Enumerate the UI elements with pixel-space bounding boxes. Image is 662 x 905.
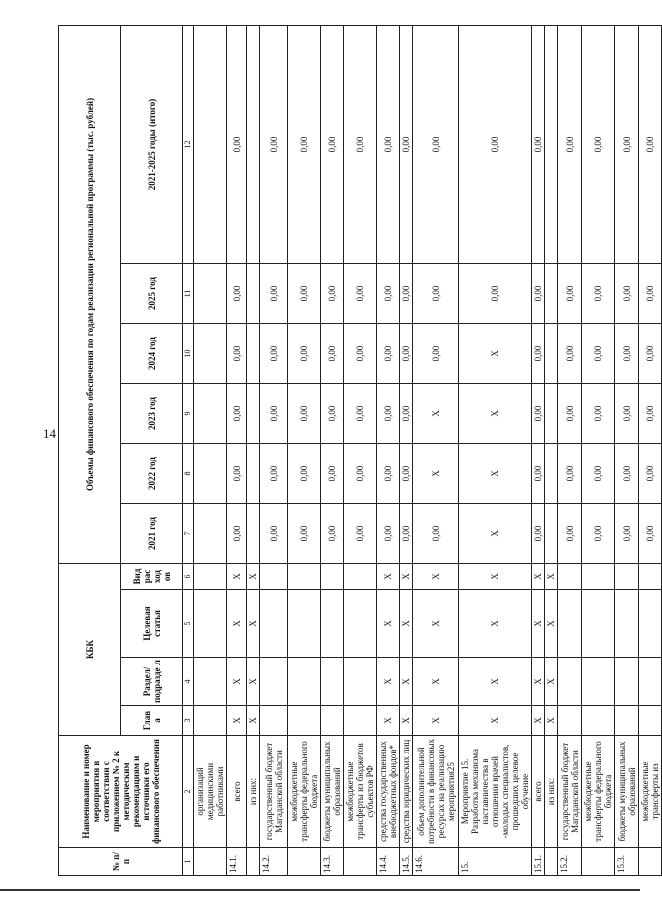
table-cell-y2021: 0,00 (558, 503, 582, 563)
table-cell-y2024: 0,00 (321, 323, 344, 383)
table-cell-razdel: X (400, 658, 413, 706)
table-cell-y2021: 0,00 (615, 503, 639, 563)
table-cell-glava (321, 706, 344, 736)
table-cell-name: межбюджетные трансферты из (639, 736, 662, 848)
table-cell-y2022: 0,00 (558, 443, 582, 503)
table-cell-target (194, 590, 227, 658)
table-cell-y2023: 0,00 (344, 383, 377, 443)
table-cell-y2022: 0,00 (321, 443, 344, 503)
table-cell-vid (639, 563, 662, 589)
table-cell-name: средства государственных внебюджетных фондов* (377, 736, 400, 848)
table-cell-glava (288, 706, 321, 736)
table-cell-vid (582, 563, 615, 589)
table-cell-name: из них: (247, 736, 260, 848)
table-cell-y2025: 0,00 (615, 263, 639, 323)
table-row (247, 25, 260, 875)
table-cell-glava (260, 706, 288, 736)
table-cell-target: X (459, 590, 532, 658)
table-cell-y2025 (194, 263, 227, 323)
table-cell-y2021 (194, 503, 227, 563)
table-cell-razdel: X (545, 658, 558, 706)
table-cell-y2025: 0,00 (227, 263, 247, 323)
table-cell-num: 15.3. (615, 848, 639, 876)
col-header-num: № п/п (59, 848, 183, 876)
table-cell-y2023 (194, 383, 227, 443)
table-cell-razdel (344, 658, 377, 706)
table-row (545, 25, 558, 875)
table-row (321, 25, 344, 875)
table-cell-target (558, 590, 582, 658)
table-cell-num: 14.2. (260, 848, 288, 876)
col-number: 9 (183, 383, 194, 443)
table-cell-name: всего (532, 736, 545, 848)
table-cell-y2021: 0,00 (413, 503, 459, 563)
table-cell-razdel (558, 658, 582, 706)
table-cell-name: Мероприятие 15. Разработка механизма наставничества в отношении врачей -молодых специалистов, прошедших целевое обучение (459, 736, 532, 848)
table-cell-vid: X (227, 563, 247, 589)
table-cell-y2024: 0,00 (582, 323, 615, 383)
table-cell-y2025: 0,00 (260, 263, 288, 323)
table-cell-vid: X (247, 563, 260, 589)
col-header-year: 2023 год (121, 383, 183, 443)
table-cell-y2023: 0,00 (227, 383, 247, 443)
table-row (194, 25, 227, 875)
table-cell-y2021: X (459, 503, 532, 563)
table-row (639, 25, 662, 875)
budget-table-rotated (58, 26, 660, 876)
table-cell-glava: X (377, 706, 400, 736)
table-cell-y2024: 0,00 (558, 323, 582, 383)
table-cell-y2024: 0,00 (227, 323, 247, 383)
table-cell-name: организаций медицинскими работниками (194, 736, 227, 848)
table-cell-y2022 (545, 443, 558, 503)
footer-rule (0, 889, 640, 891)
table-cell-razdel (321, 658, 344, 706)
table-cell-y2021: 0,00 (377, 503, 400, 563)
table-cell-y2021 (247, 503, 260, 563)
table-cell-glava (344, 706, 377, 736)
table-cell-y2023: 0,00 (532, 383, 545, 443)
table-cell-target: X (545, 590, 558, 658)
col-number: 8 (183, 443, 194, 503)
table-row (377, 25, 400, 875)
table-cell-y2021: 0,00 (639, 503, 662, 563)
table-cell-target: X (532, 590, 545, 658)
table-cell-glava: X (459, 706, 532, 736)
table-cell-y2025 (545, 263, 558, 323)
table-cell-y2024 (247, 323, 260, 383)
table-cell-total: 0,00 (288, 25, 321, 263)
table-cell-y2025: 0,00 (413, 263, 459, 323)
table-cell-total: 0,00 (400, 25, 413, 263)
table-cell-y2023: 0,00 (260, 383, 288, 443)
table-cell-y2022: 0,00 (377, 443, 400, 503)
col-header-year: 2025 год (121, 263, 183, 323)
table-cell-total: 0,00 (227, 25, 247, 263)
table-cell-vid: X (532, 563, 545, 589)
table-cell-y2024: 0,00 (639, 323, 662, 383)
table-cell-target (288, 590, 321, 658)
table-cell-razdel (194, 658, 227, 706)
col-header-funding: Объемы финансового обеспечения по годам реализации региональной программы (тыс. рублей) (59, 25, 121, 563)
table-cell-num (639, 848, 662, 876)
table-cell-target (260, 590, 288, 658)
table-cell-glava: X (247, 706, 260, 736)
table-cell-y2025: 0,00 (321, 263, 344, 323)
col-header-glava: Глав а (121, 706, 183, 736)
table-cell-y2023 (247, 383, 260, 443)
table-cell-razdel (639, 658, 662, 706)
table-cell-glava: X (545, 706, 558, 736)
table-cell-razdel: X (459, 658, 532, 706)
table-row (227, 25, 247, 875)
table-cell-y2022: 0,00 (615, 443, 639, 503)
table-cell-num: 14.4. (377, 848, 400, 876)
table-cell-y2023: 0,00 (639, 383, 662, 443)
table-cell-y2021: 0,00 (400, 503, 413, 563)
table-cell-vid (288, 563, 321, 589)
table-cell-num: 15. (459, 848, 532, 876)
table-cell-target (344, 590, 377, 658)
table-cell-total: 0,00 (321, 25, 344, 263)
table-cell-total: 0,00 (582, 25, 615, 263)
table-cell-y2022 (194, 443, 227, 503)
table-cell-total: 0,00 (344, 25, 377, 263)
table-cell-vid: X (459, 563, 532, 589)
table-cell-name: межбюджетные трансферты федерального бюджета (582, 736, 615, 848)
table-cell-vid: X (400, 563, 413, 589)
table-cell-y2024: 0,00 (377, 323, 400, 383)
table-cell-y2022: 0,00 (532, 443, 545, 503)
table-row (288, 25, 321, 875)
table-cell-glava: X (400, 706, 413, 736)
col-number: 12 (183, 25, 194, 263)
table-cell-y2025: 0,00 (288, 263, 321, 323)
table-cell-y2024 (545, 323, 558, 383)
table-cell-vid: X (413, 563, 459, 589)
table-cell-y2022: 0,00 (639, 443, 662, 503)
table-cell-num: 14.6. (413, 848, 459, 876)
table-cell-y2021: 0,00 (321, 503, 344, 563)
table-cell-y2021: 0,00 (532, 503, 545, 563)
col-header-vid: Вид рас ход ов (121, 563, 183, 589)
table-cell-y2024: 0,00 (260, 323, 288, 383)
table-cell-y2022: 0,00 (400, 443, 413, 503)
table-cell-y2022: 0,00 (260, 443, 288, 503)
table-cell-name: государственный бюджет Магаданской области (260, 736, 288, 848)
table-cell-target: X (247, 590, 260, 658)
table-cell-glava (615, 706, 639, 736)
table-row (459, 25, 532, 875)
col-header-total: 2021-2025 годы (итого) (121, 25, 183, 263)
table-cell-target (321, 590, 344, 658)
table-cell-name: из них: (545, 736, 558, 848)
table-cell-glava (558, 706, 582, 736)
table-cell-name: всего (227, 736, 247, 848)
table-cell-name: межбюджетные трансферты из бюджетов субъектов РФ (344, 736, 377, 848)
col-header-year: 2022 год (121, 443, 183, 503)
table-cell-num: 14.1. (227, 848, 247, 876)
col-header-year: 2021 год (121, 503, 183, 563)
table-cell-vid (194, 563, 227, 589)
table-cell-num: 14.5. (400, 848, 413, 876)
table-row (582, 25, 615, 875)
table-cell-total (545, 25, 558, 263)
table-row (400, 25, 413, 875)
table-cell-vid (321, 563, 344, 589)
table-cell-glava (639, 706, 662, 736)
col-number: 2 (183, 736, 194, 848)
table-cell-y2024: 0,00 (288, 323, 321, 383)
table-cell-y2021: 0,00 (344, 503, 377, 563)
col-number: 1 (183, 848, 194, 876)
table-cell-vid: X (545, 563, 558, 589)
table-cell-razdel: X (227, 658, 247, 706)
table-cell-num: 15.1. (532, 848, 545, 876)
table-cell-y2023: 0,00 (400, 383, 413, 443)
table-cell-vid (260, 563, 288, 589)
table-row (413, 25, 459, 875)
table-cell-glava (194, 706, 227, 736)
table-cell-y2023: 0,00 (321, 383, 344, 443)
table-cell-y2025: 0,00 (639, 263, 662, 323)
table-row (344, 25, 377, 875)
table-cell-y2025: 0,00 (377, 263, 400, 323)
table-cell-target (615, 590, 639, 658)
table-cell-total: 0,00 (260, 25, 288, 263)
table-cell-y2023 (545, 383, 558, 443)
col-number: 11 (183, 263, 194, 323)
col-number: 7 (183, 503, 194, 563)
col-number: 5 (183, 590, 194, 658)
table-cell-total: 0,00 (532, 25, 545, 263)
table-cell-target: X (413, 590, 459, 658)
table-cell-name: межбюджетные трансферты федерального бюджета (288, 736, 321, 848)
table-cell-y2021 (545, 503, 558, 563)
table-cell-total: 0,00 (413, 25, 459, 263)
table-cell-total: 0,00 (639, 25, 662, 263)
table-cell-target (639, 590, 662, 658)
table-cell-y2022: 0,00 (288, 443, 321, 503)
table-cell-total: 0,00 (558, 25, 582, 263)
table-cell-num (247, 848, 260, 876)
table-cell-y2022: 0,00 (227, 443, 247, 503)
table-cell-y2025: 0,00 (459, 263, 532, 323)
table-cell-y2025: 0,00 (532, 263, 545, 323)
table-cell-y2023: 0,00 (615, 383, 639, 443)
col-number: 3 (183, 706, 194, 736)
table-cell-y2023: X (413, 383, 459, 443)
table-cell-y2025 (247, 263, 260, 323)
table-cell-total: 0,00 (615, 25, 639, 263)
table-cell-total (247, 25, 260, 263)
table-cell-y2024 (194, 323, 227, 383)
table-row (615, 25, 639, 875)
table-row (532, 25, 545, 875)
table-cell-y2025: 0,00 (400, 263, 413, 323)
table-cell-y2023: 0,00 (377, 383, 400, 443)
table-cell-y2021: 0,00 (227, 503, 247, 563)
table-cell-glava: X (227, 706, 247, 736)
table-cell-y2025: 0,00 (344, 263, 377, 323)
table-cell-y2024: 0,00 (344, 323, 377, 383)
col-header-kbk: КБК (59, 563, 121, 735)
col-header-razdel: Раздел/ подразде л (121, 658, 183, 706)
col-header-year: 2024 год (121, 323, 183, 383)
table-cell-glava: X (413, 706, 459, 736)
table-cell-y2021: 0,00 (288, 503, 321, 563)
table-cell-y2023: X (459, 383, 532, 443)
col-number: 4 (183, 658, 194, 706)
table-cell-y2024: 0,00 (615, 323, 639, 383)
table-cell-name: государственный бюджет Магаданской области (558, 736, 582, 848)
table-cell-razdel: X (377, 658, 400, 706)
table-cell-glava: X (532, 706, 545, 736)
page-number: 14 (43, 426, 56, 441)
table-cell-vid (615, 563, 639, 589)
table-cell-name: объем дополнительной потребности в финансовых ресурсах на реализацию мероприятия25 (413, 736, 459, 848)
table-cell-num (582, 848, 615, 876)
table-cell-y2022: 0,00 (582, 443, 615, 503)
table-cell-razdel: X (413, 658, 459, 706)
table-cell-y2024: 0,00 (413, 323, 459, 383)
table-cell-y2024: X (459, 323, 532, 383)
table-cell-y2024: 0,00 (532, 323, 545, 383)
table-cell-num: 14.3. (321, 848, 344, 876)
table-cell-y2025: 0,00 (582, 263, 615, 323)
table-cell-vid (558, 563, 582, 589)
table-cell-name: бюджеты муниципальных образований (615, 736, 639, 848)
table-cell-y2022: 0,00 (344, 443, 377, 503)
table-cell-target: X (227, 590, 247, 658)
table-cell-target: X (400, 590, 413, 658)
table-cell-target: X (377, 590, 400, 658)
table-cell-y2023: 0,00 (558, 383, 582, 443)
table-cell-name: бюджеты муниципальных образований (321, 736, 344, 848)
table-cell-y2024: 0,00 (400, 323, 413, 383)
table-row (558, 25, 582, 875)
table-cell-target (582, 590, 615, 658)
table-cell-vid (344, 563, 377, 589)
table-cell-total (194, 25, 227, 263)
table-cell-y2021: 0,00 (260, 503, 288, 563)
table-cell-y2022: X (413, 443, 459, 503)
table-row (260, 25, 288, 875)
table-cell-y2025: 0,00 (558, 263, 582, 323)
table-cell-y2022: X (459, 443, 532, 503)
table-cell-razdel (615, 658, 639, 706)
table-cell-y2022 (247, 443, 260, 503)
table-cell-num (194, 848, 227, 876)
col-number: 6 (183, 563, 194, 589)
table-cell-razdel (260, 658, 288, 706)
col-header-target: Целевая статья (121, 590, 183, 658)
table-cell-y2023: 0,00 (582, 383, 615, 443)
budget-table (58, 25, 662, 876)
table-cell-razdel (288, 658, 321, 706)
col-number: 10 (183, 323, 194, 383)
table-cell-num (545, 848, 558, 876)
col-header-name: Наименование и номер мероприятия в соответствии с приложением № 2 к методическим рекомендациям и источники его финансового обеспечения (59, 736, 183, 848)
table-cell-num (288, 848, 321, 876)
table-cell-total: 0,00 (459, 25, 532, 263)
table-cell-razdel: X (532, 658, 545, 706)
table-cell-razdel: X (247, 658, 260, 706)
table-cell-name: средства юридических лиц (400, 736, 413, 848)
table-cell-y2023: 0,00 (288, 383, 321, 443)
table-cell-total: 0,00 (377, 25, 400, 263)
table-cell-glava (582, 706, 615, 736)
table-cell-vid: X (377, 563, 400, 589)
table-cell-num (344, 848, 377, 876)
table-cell-razdel (582, 658, 615, 706)
table-cell-y2021: 0,00 (582, 503, 615, 563)
table-cell-num: 15.2. (558, 848, 582, 876)
